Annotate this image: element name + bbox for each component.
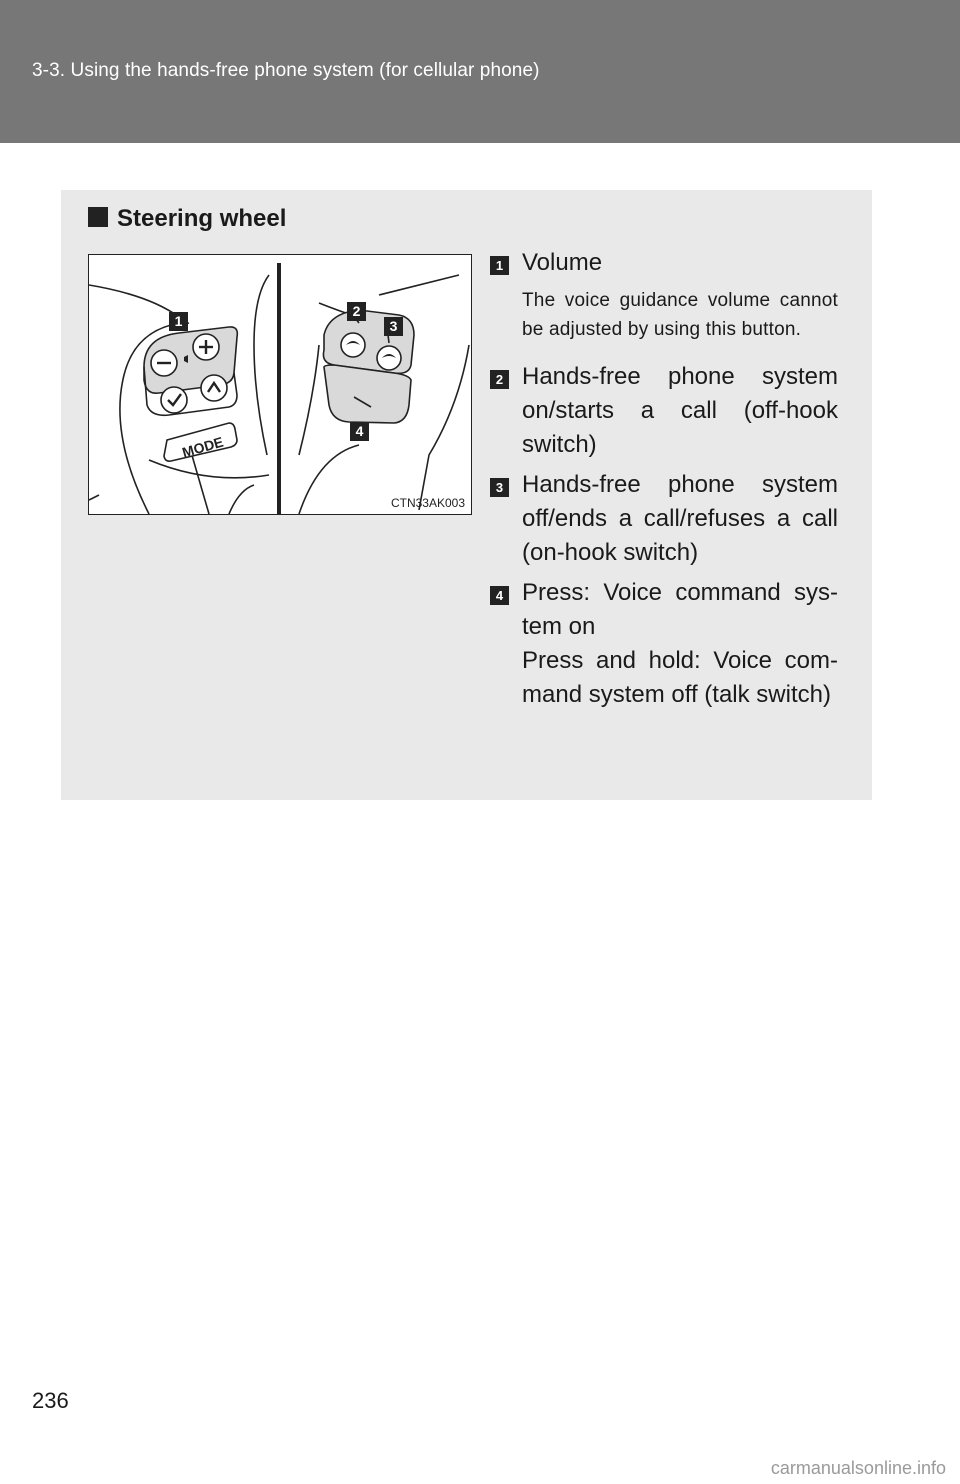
page-number: 236 xyxy=(32,1388,69,1413)
item-text: Hands-free phone system on/starts a call (off-hook switch) xyxy=(522,363,838,458)
callout-2-label: 2 xyxy=(352,303,361,319)
item-text: Hands-free phone system off/ends a call/refuses a call (on-hook switch) xyxy=(522,471,838,566)
item-number: 4 xyxy=(490,586,509,605)
item-text-secondary: Press and hold: Voice com-mand system off (talk switch) xyxy=(522,647,838,708)
callout-3-label: 3 xyxy=(389,318,398,334)
watermark: carmanualsonline.info xyxy=(770,1458,946,1478)
item-number: 1 xyxy=(490,256,509,275)
callout-4-label: 4 xyxy=(355,423,364,439)
page-header xyxy=(0,0,960,143)
list-item xyxy=(490,468,838,570)
item-text: Press: Voice command sys-tem on xyxy=(522,579,838,640)
header-title: 3-3. Using the hands-free phone system (for cellular phone) xyxy=(32,60,540,81)
item-note: The voice guidance volume cannot be adjusted by using this button. xyxy=(522,290,838,340)
mode-label: MODE xyxy=(180,433,226,461)
list-item xyxy=(490,576,838,712)
section-square-icon xyxy=(88,207,108,227)
item-list xyxy=(490,246,838,718)
callout-1 xyxy=(169,312,188,331)
callout-3 xyxy=(384,317,403,336)
callout-2 xyxy=(347,302,366,321)
section-title xyxy=(88,205,286,233)
steering-wheel-illustration xyxy=(89,255,471,514)
callout-1-label: 1 xyxy=(174,313,183,329)
callout-4 xyxy=(350,422,369,441)
section-title-text: Steering wheel xyxy=(117,205,287,232)
list-item xyxy=(490,246,838,344)
item-number: 3 xyxy=(490,478,509,497)
item-text: Volume xyxy=(522,249,603,276)
figure-caption: CTN33AK003 xyxy=(390,496,465,510)
item-number: 2 xyxy=(490,370,509,389)
steering-wheel-figure xyxy=(88,254,472,515)
list-item xyxy=(490,360,838,462)
